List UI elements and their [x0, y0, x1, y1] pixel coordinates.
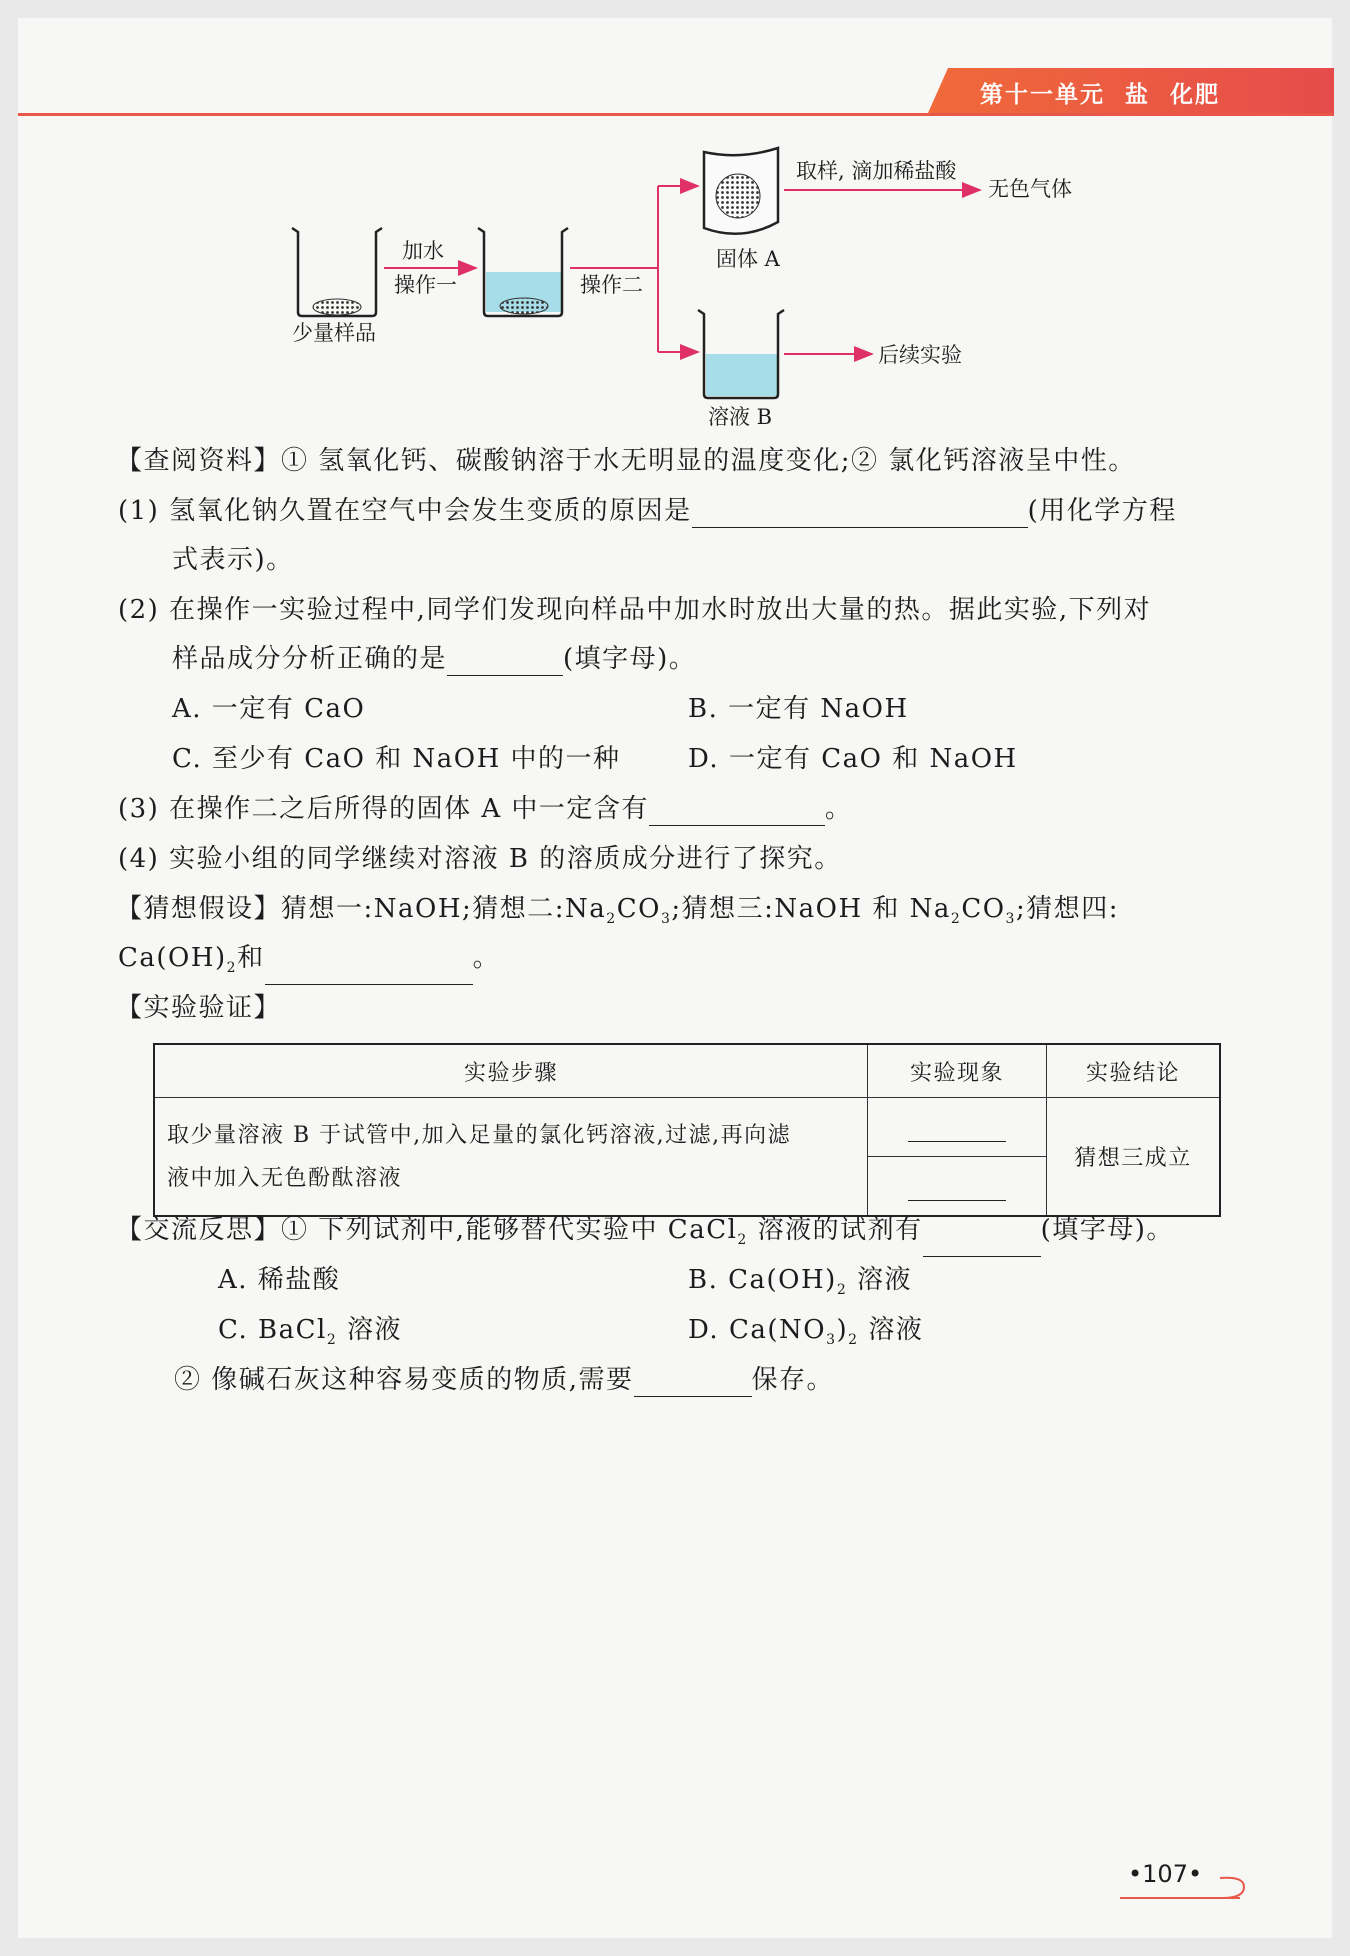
phenomenon-cell-2	[868, 1157, 1047, 1217]
reflection-option-a: A. 稀盐酸	[218, 1265, 341, 1295]
q2-option-c: C. 至少有 CaO 和 NaOH 中的一种	[172, 744, 621, 774]
hypothesis-text-3: ;猜想三:NaOH 和 Na	[671, 894, 951, 924]
op1-label: 操作一	[394, 273, 457, 297]
reflection-answer-blank[interactable]	[923, 1230, 1041, 1257]
phenomenon-blank-1[interactable]	[908, 1119, 1006, 1142]
option-d-suffix: 溶液	[858, 1315, 924, 1345]
ref-heading: 【查阅资料】	[116, 446, 282, 476]
subscript: 2	[606, 911, 617, 928]
reflection-text-2: 溶液的试剂有	[747, 1215, 923, 1245]
hypothesis-line1	[116, 892, 1119, 936]
subscript: 3	[826, 1332, 837, 1349]
hypothesis-answer-blank[interactable]	[265, 958, 473, 985]
hypothesis-text-7: 和	[237, 943, 265, 973]
solid-a-label: 固体 A	[716, 247, 780, 271]
verification-heading: 【实验验证】	[116, 993, 282, 1023]
q2-option-b: B. 一定有 NaOH	[688, 694, 909, 724]
hypothesis-text-4: CO	[961, 894, 1006, 924]
reflection-option-b	[688, 1263, 912, 1307]
header-conclusion: 实验结论	[1047, 1044, 1221, 1098]
step-line-2: 液中加入无色酚酞溶液	[167, 1165, 403, 1191]
reflection-text: ① 下列试剂中,能够替代实验中 CaCl	[281, 1215, 738, 1245]
header-steps: 实验步骤	[154, 1044, 868, 1098]
hypothesis-heading: 【猜想假设】	[116, 894, 282, 924]
conclusion-cell: 猜想三成立	[1047, 1098, 1221, 1217]
solution-b-label: 溶液 B	[708, 405, 773, 429]
colorless-gas-label: 无色气体	[988, 177, 1072, 201]
subscript: 3	[1005, 911, 1016, 928]
reflection-line1	[116, 1213, 1174, 1257]
reflection-2-text: ② 像碱石灰这种容易变质的物质,需要	[174, 1365, 634, 1395]
hypothesis-text-2: CO	[616, 894, 661, 924]
q2-prompt: 样品成分分析正确的是	[172, 644, 448, 674]
page-number: •107•	[1128, 1860, 1203, 1888]
q1-line1	[118, 494, 1177, 528]
q2-text: (2) 在操作一实验过程中,同学们发现向样品中加水时放出大量的热。据此实验,下列对	[118, 595, 1152, 625]
subscript: 2	[326, 1332, 338, 1349]
reflection-option-c	[218, 1313, 402, 1357]
hypothesis-end: 。	[472, 943, 501, 973]
q2-option-d: D. 一定有 CaO 和 NaOH	[688, 744, 1018, 774]
table-row	[154, 1098, 1220, 1157]
reflection-line2	[174, 1363, 834, 1397]
option-c-suffix: 溶液	[337, 1315, 402, 1345]
reflection-2-answer-blank[interactable]	[634, 1370, 752, 1397]
q1-line2	[172, 543, 294, 577]
subscript: 2	[848, 1332, 859, 1349]
reflection-option-d	[688, 1313, 923, 1357]
option-b-text: B. Ca(OH)	[688, 1265, 837, 1295]
reflection-heading: 【交流反思】	[116, 1215, 282, 1245]
reflection-2-end: 保存。	[751, 1365, 835, 1395]
ref-body: ① 氢氧化钙、碳酸钠溶于水无明显的温度变化;② 氯化钙溶液呈中性。	[281, 446, 1136, 476]
phenomenon-cell-1	[868, 1098, 1047, 1157]
option-d-paren: )	[836, 1315, 849, 1345]
q1-answer-blank[interactable]	[692, 501, 1028, 528]
hypothesis-text-6: Ca(OH)	[118, 943, 227, 973]
reference-line	[116, 444, 1136, 478]
take-sample-label: 取样, 滴加稀盐酸	[796, 159, 957, 183]
footer-curl-icon	[1218, 1874, 1250, 1902]
subscript: 2	[226, 960, 238, 977]
q2-option-a: A. 一定有 CaO	[172, 694, 366, 724]
step-cell	[154, 1098, 868, 1217]
q3-text: (3) 在操作二之后所得的固体 A 中一定含有	[118, 794, 649, 824]
q2-note: (填字母)。	[563, 644, 697, 674]
add-water-label: 加水	[402, 239, 444, 263]
subscript: 2	[836, 1282, 848, 1299]
hypothesis-line2	[118, 941, 500, 985]
table-header-row	[154, 1044, 1220, 1098]
q2-answer-blank[interactable]	[447, 649, 563, 676]
option-c-text: C. BaCl	[218, 1315, 327, 1345]
step-line-1: 取少量溶液 B 于试管中,加入足量的氯化钙溶液,过滤,再向滤	[167, 1122, 792, 1148]
header-phenomenon: 实验现象	[868, 1044, 1047, 1098]
q1-text: (1) 氢氧化钠久置在空气中会发生变质的原因是	[118, 496, 692, 526]
subscript: 2	[737, 1232, 748, 1249]
experiment-table	[153, 1043, 1221, 1217]
reflection-note: (填字母)。	[1040, 1215, 1174, 1245]
q2-line1	[118, 593, 1151, 627]
topic-label: 盐 化肥	[1125, 82, 1221, 108]
beaker-sample	[292, 228, 382, 316]
follow-up-label: 后续实验	[878, 343, 962, 367]
subscript: 2	[950, 911, 962, 928]
unit-label: 第十一单元	[980, 82, 1105, 108]
option-b-suffix: 溶液	[847, 1265, 912, 1295]
q3-answer-blank[interactable]	[649, 799, 825, 826]
hypothesis-text-5: ;猜想四:	[1015, 894, 1119, 924]
q4-line: (4) 实验小组的同学继续对溶液 B 的溶质成分进行了探究。	[118, 844, 842, 874]
hypothesis-text-1: 猜想一:NaOH;猜想二:Na	[281, 894, 607, 924]
option-d-text: D. Ca(NO	[688, 1315, 827, 1345]
beaker-with-water	[478, 228, 568, 316]
beaker-solution-b	[698, 310, 784, 398]
q3-end: 。	[824, 794, 853, 824]
q3-line	[118, 792, 852, 826]
op2-label: 操作二	[580, 273, 643, 297]
phenomenon-blank-2[interactable]	[908, 1178, 1006, 1201]
q2-line2	[172, 642, 696, 676]
sample-label: 少量样品	[292, 321, 376, 345]
subscript: 3	[660, 911, 672, 928]
filter-paper-solid-a	[704, 148, 778, 234]
experiment-flow-diagram	[0, 0, 1350, 440]
q1-note-end: 式表示)。	[172, 545, 294, 575]
q1-note: (用化学方程	[1027, 496, 1177, 526]
